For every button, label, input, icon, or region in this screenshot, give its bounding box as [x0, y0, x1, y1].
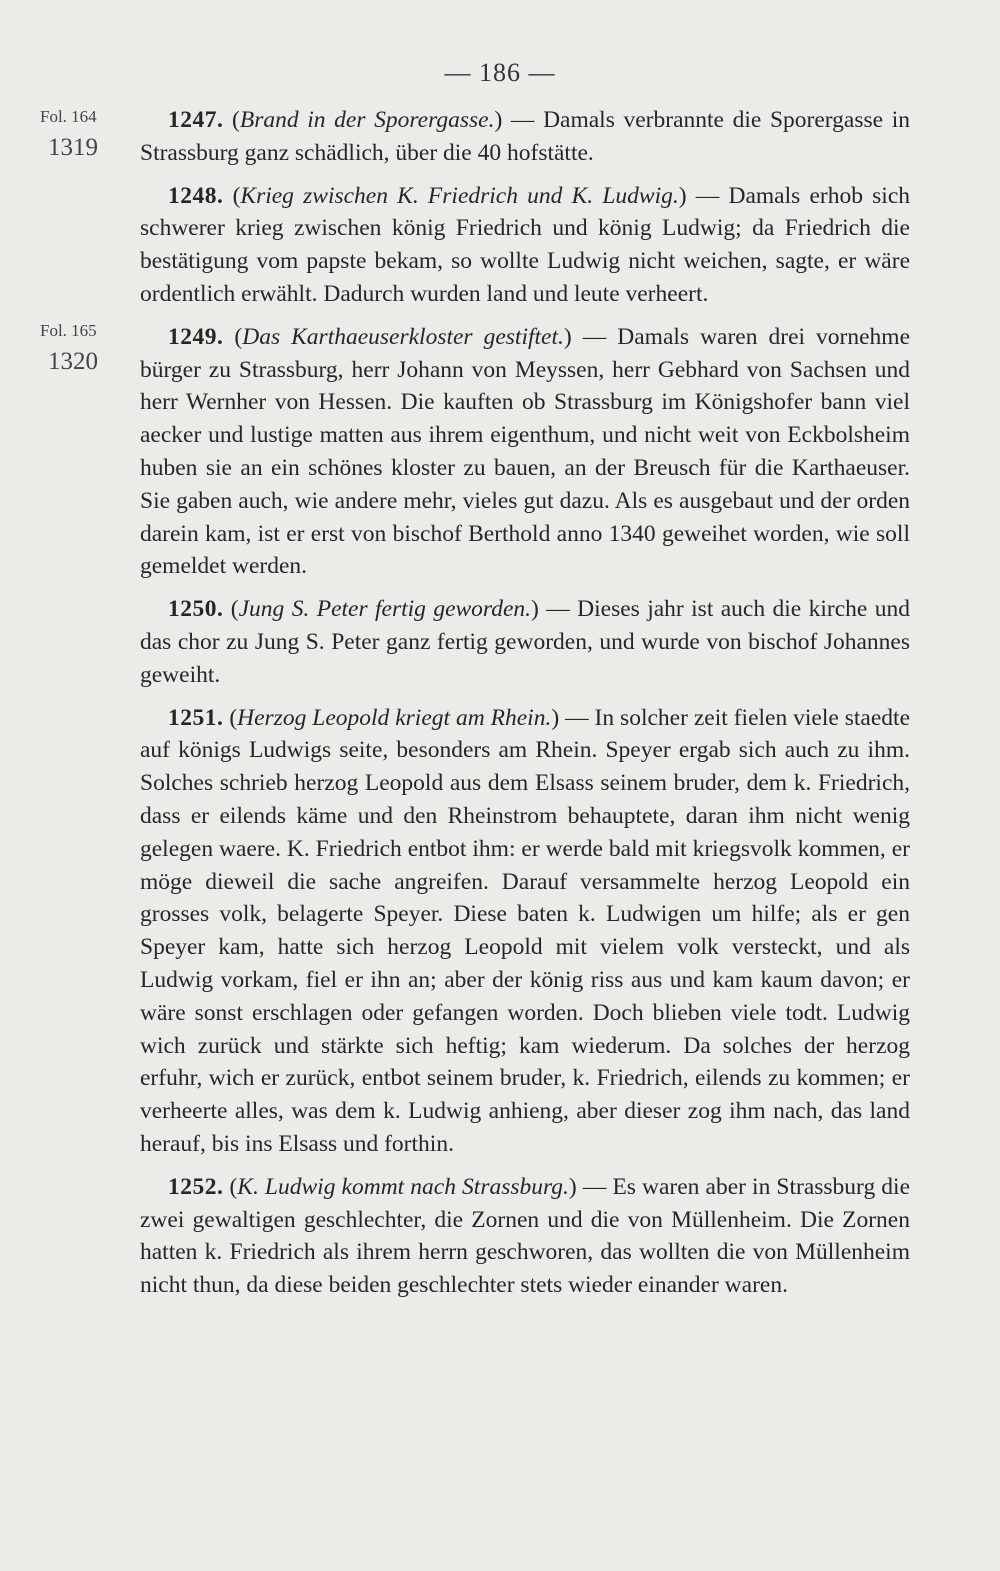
entry-title: K. Ludwig kommt nach Strassburg. [237, 1173, 569, 1200]
page-number: — 186 — [444, 58, 556, 87]
margin-year: 1319 [48, 134, 98, 162]
entry-text: Dieses jahr ist auch die kirche und das chor zu Jung S. Peter ganz fertig geworden, und wurde von bischof Johannes geweiht. [140, 596, 910, 688]
entry-text: Damals waren drei vornehme bürger zu Strassburg, herr Johann von Meyssen, herr Gebhard von Sachsen und herr Wernher von Hessen. Die kauften ob Strassburg im Königshofer bann viel aecker und lustige matten aus ihrem eigenthum, und nicht weit von Eckbolsheim huben sie an ein schönes kloster zu bauen, an der Breusch für die Karthaeuser. Sie gaben auch, wie andere mehr, vieles gut dazu. Als es ausgebaut und der orden darein kam, ist er erst von bischof Berthold anno 1340 geweihet worden, wie soll gemeldet werden. [140, 323, 911, 580]
entry-title: Das Karthaeuserkloster gestiftet. [242, 323, 564, 350]
entry-title: Jung S. Peter fertig geworden. [238, 596, 532, 623]
entry-text: Es waren aber in Strassburg die zwei gewaltigen geschlechter, die Zornen und die von Müllenheim. Die Zornen hatten k. Friedrich als ihrem herrn geschworen, das wollten die von Müllenheim nicht thun, da diese beiden geschlechter stets wieder einander waren. [140, 1173, 911, 1299]
main-text [140, 104, 910, 1312]
entry-1247: 1247. (Brand in der Sporergasse.) — Damals verbrannte die Sporergasse in Strassburg ganz schädlich, über die 40 hofstätte. [140, 107, 910, 166]
entry-number: 1252. [168, 1173, 224, 1200]
entry-1252: 1252. (K. Ludwig kommt nach Strassburg.) — Es waren aber in Strassburg die zwei gewaltigen geschlechter, die Zornen und die von Müllenheim. Die Zornen hatten k. Friedrich als ihrem herrn geschworen, das wollten die von Müllenheim nicht thun, da diese beiden geschlechter stets wieder einander waren. [140, 1173, 911, 1299]
folio-reference: Fol. 164 [40, 107, 97, 126]
entry-1248: 1248. (Krieg zwischen K. Friedrich und K. Ludwig.) — Damals erhob sich schwerer krieg zwischen könig Friedrich und könig Ludwig; da Friedrich die bestätigung vom papste bekam, so wollte Ludwig nicht weichen, sagte, er wäre ordentlich erwählt. Dadurch wurden land und leute verheert. [140, 182, 911, 307]
entry-number: 1248. [168, 182, 224, 209]
margin-note-2 [40, 321, 120, 377]
margin-note-1 [40, 107, 120, 163]
entry-text: Damals erhob sich schwerer krieg zwischen könig Friedrich und könig Ludwig; da Friedrich die bestätigung vom papste bekam, so wollte Ludwig nicht weichen, sagte, er wäre ordentlich erwählt. Dadurch wurden land und leute verheert. [140, 182, 911, 307]
entry-title: Herzog Leopold kriegt am Rhein. [237, 704, 552, 731]
folio-reference: Fol. 165 [40, 321, 97, 340]
entry-text: Damals verbrannte die Sporergasse in Strassburg ganz schädlich, über die 40 hofstätte. [140, 107, 910, 166]
entry-title: Brand in der Sporergasse. [239, 107, 495, 133]
entry-text: In solcher zeit fielen viele staedte auf königs Ludwigs seite, besonders am Rhein. Speyer ergab sich auch zu ihm. Solches schrieb herzog Leopold aus dem Elsass seinem bruder, dem k. Friedrich, dass er eilends käme und den Rheinstrom behauptete, daran ihm nicht wenig gelegen waere. K. Friedrich entbot ihm: er werde bald mit kriegsvolk kommen, er möge dieweil die sache angreifen. Darauf versammelte herzog Leopold ein grosses volk, belagerte Speyer. Diese baten k. Ludwigen um hilfe; als er gen Speyer kam, hatte sich herzog Leopold mit vielem volk versteckt, und als Ludwig vorkam, fiel er ihn an; aber der könig riss aus und kam kaum davon; er wäre sonst erschlagen oder gefangen worden. Doch blieben viele todt. Ludwig wich zurück und stärkte sich heftig; kam wiederum. Da solches der herzog erfuhr, wich er zurück, entbot seinem bruder, k. Friedrich, eilends zu kommen; er verheerte alles, was dem k. Ludwig anhieng, aber dieser zog ihm nach, das land herauf, bis ins Elsass und forthin. [140, 704, 910, 1157]
entry-1251: 1251. (Herzog Leopold kriegt am Rhein.) — In solcher zeit fielen viele staedte auf königs Ludwigs seite, besonders am Rhein. Speyer ergab sich auch zu ihm. Solches schrieb herzog Leopold aus dem Elsass seinem bruder, dem k. Friedrich, dass er eilends käme und den Rheinstrom behauptete, daran ihm nicht wenig gelegen waere. K. Friedrich entbot ihm: er werde bald mit kriegsvolk kommen, er möge dieweil die sache angreifen. Darauf versammelte herzog Leopold ein grosses volk, belagerte Speyer. Diese baten k. Ludwigen um hilfe; als er gen Speyer kam, hatte sich herzog Leopold mit vielem volk versteckt, und als Ludwig vorkam, fiel er ihn an; aber der könig riss aus und kam kaum davon; er wäre sonst erschlagen oder gefangen worden. Doch blieben viele todt. Ludwig wich zurück und stärkte sich heftig; kam wiederum. Da solches der herzog erfuhr, wich er zurück, entbot seinem bruder, k. Friedrich, eilends zu kommen; er verheerte alles, was dem k. Ludwig anhieng, aber dieser zog ihm nach, das land herauf, bis ins Elsass und forthin. [140, 704, 910, 1157]
entry-number: 1251. [168, 704, 224, 731]
margin-year: 1320 [48, 348, 98, 376]
entry-title: Krieg zwischen K. Friedrich und K. Ludwig. [240, 182, 679, 209]
entry-1249: 1249. (Das Karthaeuserkloster gestiftet.) — Damals waren drei vornehme bürger zu Strassburg, herr Johann von Meyssen, herr Gebhard von Sachsen und herr Wernher von Hessen. Die kauften ob Strassburg im Königshofer bann viel aecker und lustige matten aus ihrem eigenthum, und nicht weit von Eckbolsheim huben sie an ein schönes kloster zu bauen, an der Breusch für die Karthaeuser. Sie gaben auch, wie andere mehr, vieles gut dazu. Als es ausgebaut und der orden darein kam, ist er erst von bischof Berthold anno 1340 geweihet worden, wie soll gemeldet werden. [140, 323, 911, 580]
entry-number: 1249. [168, 323, 224, 350]
entry-1250: 1250. (Jung S. Peter fertig geworden.) — Dieses jahr ist auch die kirche und das chor zu Jung S. Peter ganz fertig geworden, und wurde von bischof Johannes geweiht. [140, 596, 910, 688]
entry-number: 1250. [168, 596, 224, 623]
entry-number: 1247. [168, 107, 224, 133]
